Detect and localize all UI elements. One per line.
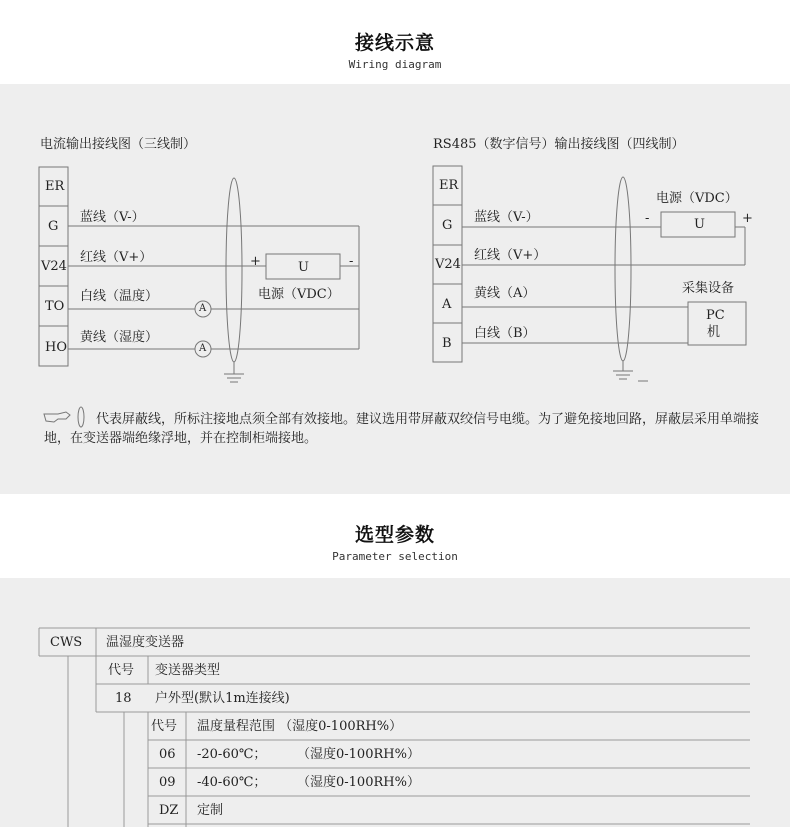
right-terminal-er: ER xyxy=(439,178,459,193)
left-terminal-er: ER xyxy=(45,179,65,194)
left-supply-minus: - xyxy=(349,254,354,269)
params-title-block xyxy=(0,520,790,563)
right-wire-white-label: 白线（B） xyxy=(474,326,536,341)
range-desc-06: -20-60℃； xyxy=(197,747,267,762)
pc-label-line2: 机 xyxy=(707,325,721,340)
type-desc: 户外型(默认1m连接线) xyxy=(155,691,290,706)
left-terminal-v24: V24 xyxy=(41,259,67,274)
type-header: 变送器类型 xyxy=(155,663,221,678)
right-wire-yellow-label: 黄线（A） xyxy=(474,286,536,301)
pc-label-line1: PC xyxy=(706,308,725,323)
shield-note-text: 代表屏蔽线，所标注接地点须全部有效接地。建议选用带屏蔽双绞信号电缆。为了避免接地回路，屏蔽层采用单端接地，在变送器端绝缘浮地，并在控制柜端接地。 xyxy=(44,412,760,446)
right-terminal-b: B xyxy=(442,336,452,351)
wiring-subtitle: Wiring diagram xyxy=(348,58,442,71)
right-wire-blue-label: 蓝线（V-） xyxy=(474,210,539,225)
right-supply-label: 电源（VDC） xyxy=(656,191,738,206)
range-desc-09: -40-60℃； xyxy=(197,775,267,790)
right-supply-plus: + xyxy=(742,211,753,226)
left-supply-plus: + xyxy=(250,254,261,269)
model-code: CWS xyxy=(50,635,83,650)
right-terminal-v24: V24 xyxy=(435,257,461,272)
left-terminal-g: G xyxy=(48,219,59,234)
left-diagram-heading: 电流输出接线图（三线制） xyxy=(40,137,197,152)
right-supply-u: U xyxy=(694,217,705,232)
range-header: 温度量程范围 （湿度0-100RH%） xyxy=(197,719,403,734)
range-hum-09: （湿度0-100RH%） xyxy=(297,775,420,790)
left-wire-blue-label: 蓝线（V-） xyxy=(80,210,145,225)
range-code-dz: DZ xyxy=(159,803,179,818)
type-code: 18 xyxy=(115,691,132,706)
range-code-09: 09 xyxy=(159,775,176,790)
right-supply-minus: - xyxy=(645,211,650,226)
ammeter-hum-label: A xyxy=(199,343,207,354)
left-shield-icon xyxy=(226,178,242,362)
params-subtitle: Parameter selection xyxy=(332,550,458,563)
range-code-06: 06 xyxy=(159,747,176,762)
right-wire-red-label: 红线（V+） xyxy=(474,248,547,263)
device-label: 采集设备 xyxy=(682,281,735,296)
shield-note xyxy=(44,410,764,448)
right-terminal-g: G xyxy=(442,218,453,233)
range-hum-06: （湿度0-100RH%） xyxy=(297,747,420,762)
right-diagram-heading: RS485（数字信号）输出接线图（四线制） xyxy=(433,137,685,152)
range-desc-dz: 定制 xyxy=(197,803,224,818)
left-supply-label: 电源（VDC） xyxy=(258,287,340,302)
left-wire-yellow-label: 黄线（湿度） xyxy=(80,330,159,345)
left-wire-white-label: 白线（温度） xyxy=(80,289,159,304)
model-desc: 温湿度变送器 xyxy=(106,635,185,650)
type-code-header: 代号 xyxy=(108,663,135,678)
left-supply-u: U xyxy=(298,260,309,275)
left-terminal-ho: HO xyxy=(45,340,67,355)
ammeter-temp-label: A xyxy=(199,303,207,314)
left-wire-red-label: 红线（V+） xyxy=(80,250,153,265)
range-code-header: 代号 xyxy=(151,719,178,734)
right-terminal-a: A xyxy=(442,297,452,312)
params-title: 选型参数 xyxy=(354,524,435,546)
right-shield-icon xyxy=(615,177,631,361)
left-terminal-to: TO xyxy=(45,299,65,314)
wiring-title: 接线示意 xyxy=(354,32,435,54)
